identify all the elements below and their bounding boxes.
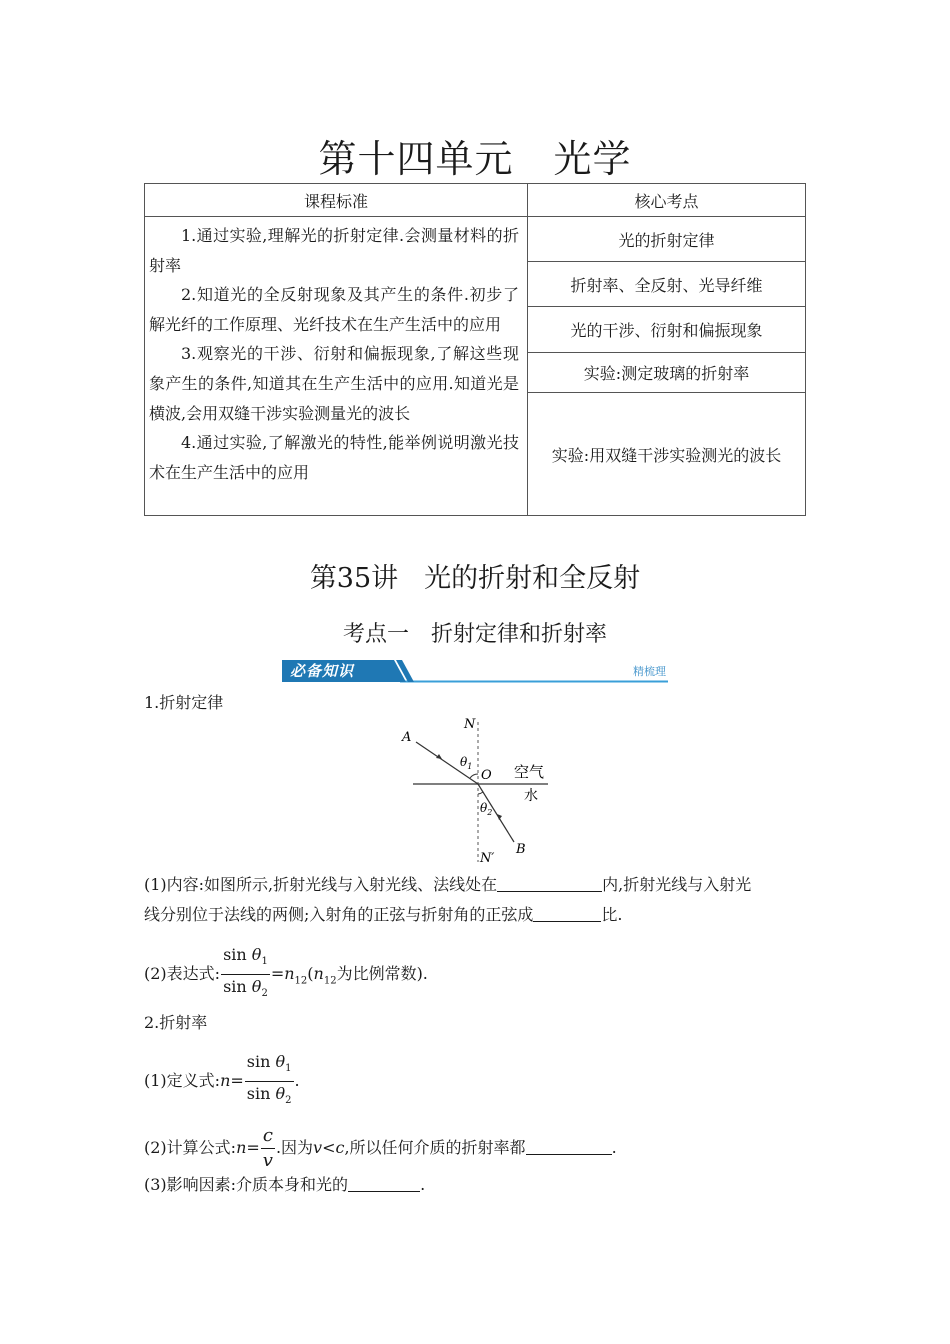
label-O: O [481, 768, 492, 783]
unit-title [0, 128, 950, 183]
influencing-factors: (3)影响因素:介质本身和光的 . [144, 1175, 426, 1194]
label-B: B [516, 842, 526, 857]
banner-subtitle: 精梳理 [633, 665, 666, 678]
label-theta2: $\theta_2$ [480, 801, 493, 817]
point-title [0, 617, 950, 648]
banner-label: 必备知识 [290, 662, 355, 680]
calculation-formula: (2)计算公式:n= $\frac{c}{v}$ .因为v<c,所以任何介质的折射率都 . [144, 1125, 617, 1171]
refraction-diagram [398, 712, 558, 870]
table-header-key-points: 核心考点 [528, 184, 806, 217]
standards-cell [145, 217, 528, 516]
standard-item: 4.通过实验,了解激光的特性,能举例说明激光技术在生产生活中的应用 [149, 433, 519, 482]
fill-blank[interactable] [526, 1136, 612, 1155]
section1-heading: 1.折射定律 [144, 693, 224, 712]
refracted-arrow [497, 814, 502, 820]
label-air: 空气 [514, 763, 545, 781]
key-point-cell: 实验:用双缝干涉实验测光的波长 [528, 393, 806, 516]
point-number: 考点一 [342, 622, 409, 647]
label-theta1: $\theta_1$ [460, 755, 473, 771]
key-point-cell: 实验:测定玻璃的折射率 [528, 353, 806, 393]
definition-formula: (1)定义式:n= $\frac{\sin \theta_1}{\sin \theta_2}$ . [144, 1050, 300, 1113]
table-header-row [145, 184, 806, 217]
angle2-arc [478, 792, 483, 794]
unit-subject: 光学 [553, 137, 632, 181]
definition-fraction: $\frac{\sin \theta_1}{\sin \theta_2}$ [246, 1052, 292, 1107]
standard-item: 1.通过实验,理解光的折射定律.会测量材料的折射率 [149, 226, 519, 275]
label-water: 水 [524, 788, 538, 804]
lecture-title [0, 556, 950, 595]
standard-item: 2.知道光的全反射现象及其产生的条件.初步了解光纤的工作原理、光纤技术在生产生活中的应用 [149, 285, 519, 334]
unit-number: 第十四单元 [318, 137, 514, 181]
lecture-topic: 光的折射和全反射 [424, 563, 641, 594]
fill-blank[interactable] [533, 903, 601, 922]
label-A: A [402, 730, 412, 745]
section-banner [282, 660, 670, 684]
section2-heading: 2.折射率 [144, 1013, 208, 1032]
label-N-prime: N′ [480, 851, 495, 866]
curriculum-table [144, 183, 806, 516]
c-over-v-fraction: $\frac{c}{v}$ [262, 1125, 273, 1171]
law-expression: (2)表达式: $\frac{\sin \theta_1}{\sin \theta_2}$ $=n_{12}(n_{12}$为比例常数). [144, 943, 428, 1006]
law-content-line2: 线分别位于法线的两侧;入射角的正弦与折射角的正弦成 比. [144, 905, 623, 924]
angle1-arc [470, 774, 478, 778]
fill-blank[interactable] [348, 1173, 420, 1192]
key-point-cell: 光的折射定律 [528, 217, 806, 262]
point-topic: 折射定律和折射率 [431, 622, 608, 647]
sine-ratio-fraction: $\frac{\sin \theta_1}{\sin \theta_2}$ [223, 945, 268, 1000]
law-content-line1: (1)内容:如图所示,折射光线与入射光线、法线处在 内,折射光线与入射光 [144, 875, 752, 894]
lecture-number: 第35讲 [309, 563, 399, 594]
table-header-standards: 课程标准 [145, 184, 528, 217]
standard-item: 3.观察光的干涉、衍射和偏振现象,了解这些现象产生的条件,知道其在生产生活中的应用.知道光是横波,会用双缝干涉实验测量光的波长 [149, 344, 519, 423]
fill-blank[interactable] [497, 873, 602, 892]
key-point-cell: 光的干涉、衍射和偏振现象 [528, 307, 806, 353]
key-point-cell: 折射率、全反射、光导纤维 [528, 262, 806, 307]
label-N: N [464, 717, 476, 732]
